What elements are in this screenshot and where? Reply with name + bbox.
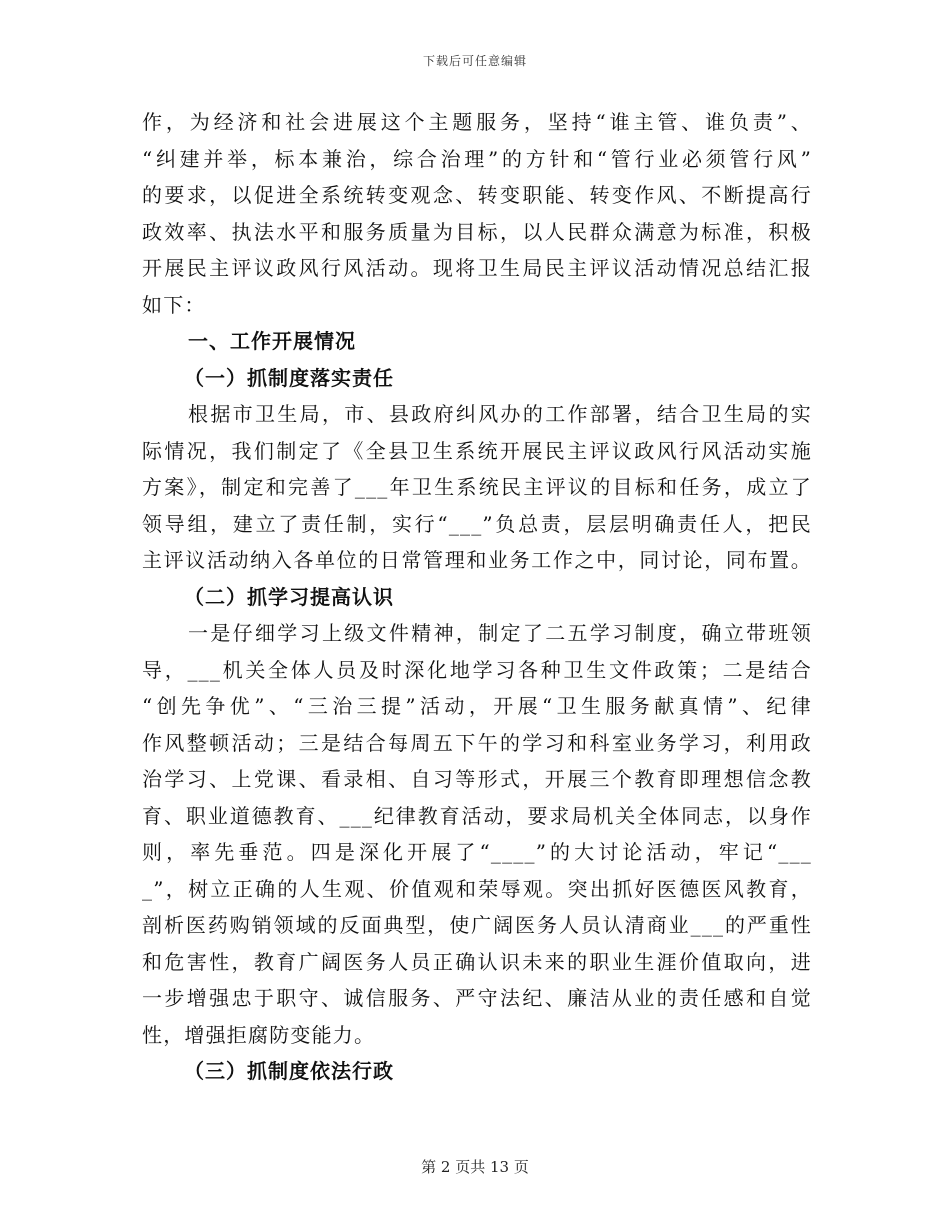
document-body: [142, 104, 812, 1090]
paragraph-line: 育、职业道德教育、___纪律教育活动，要求局机关全体同志，以身作: [142, 803, 812, 828]
paragraph-line: 领导组，建立了责任制，实行“___”负总责，层层明确责任人，把民: [142, 511, 812, 536]
page-number: 第 2 页共 13 页: [421, 1158, 529, 1176]
paragraph-line: 导，___机关全体人员及时深化地学习各种卫生文件政策；二是结合: [142, 657, 812, 682]
subsection-heading: （三）抓制度依法行政: [184, 1059, 394, 1083]
paragraph-line: 性，增强拒腐防变能力。: [142, 1022, 376, 1047]
paragraph-line: 则，率先垂范。四是深化开展了“____”的大讨论活动，牢记“___: [142, 840, 812, 864]
paragraph-line: 方案》，制定和完善了___年卫生系统民主评议的目标和任务，成立了: [142, 475, 812, 499]
paragraph-line: 作，为经济和社会进展这个主题服务，坚持“谁主管、谁负责”、: [142, 110, 812, 134]
paragraph-line: 一步增强忠于职守、诚信服务、严守法纪、廉洁从业的责任感和自觉: [142, 986, 812, 1010]
paragraph-line: 剖析医药购销领域的反面典型，使广阔医务人员认清商业___的严重性: [142, 913, 812, 937]
paragraph-line: _”，树立正确的人生观、价值观和荣辱观。突出抓好医德医风教育，: [142, 876, 812, 901]
paragraph-line: 政效率、执法水平和服务质量为目标，以人民群众满意为标准，积极: [142, 219, 812, 244]
paragraph-line: 治学习、上党课、看录相、自习等形式，开展三个教育即理想信念教: [142, 767, 812, 791]
paragraph-line: 际情况，我们制定了《全县卫生系统开展民主评议政风行风活动实施: [142, 438, 812, 463]
paragraph-line: 开展民主评议政风行风活动。现将卫生局民主评议活动情况总结汇报: [142, 256, 812, 280]
paragraph-line: 如下：: [142, 292, 206, 317]
subsection-heading: （二）抓学习提高认识: [184, 584, 394, 609]
section-heading: 一、工作开展情况: [188, 329, 356, 353]
paragraph-line: 的要求，以促进全系统转变观念、转变职能、转变作风、不断提高行: [142, 183, 812, 207]
paragraph-line: 主评议活动纳入各单位的日常管理和业务工作之中，同讨论，同布置。: [142, 548, 812, 572]
paragraph-line: 一是仔细学习上级文件精神，制定了二五学习制度，确立带班领: [188, 621, 812, 645]
paragraph-line: “纠建并举，标本兼治，综合治理”的方针和“管行业必须管行风”: [142, 146, 812, 171]
header-note: 下载后可任意编辑: [422, 54, 527, 68]
paragraph-line: 作风整顿活动；三是结合每周五下午的学习和科室业务学习，利用政: [142, 730, 812, 755]
subsection-heading: （一）抓制度落实责任: [184, 365, 394, 390]
paragraph-line: 和危害性，教育广阔医务人员正确认识未来的职业生涯价值取向，进: [142, 949, 812, 974]
paragraph-line: “创先争优”、“三治三提”活动，开展“卫生服务献真情”、纪律: [142, 694, 812, 718]
paragraph-line: 根据市卫生局，市、县政府纠风办的工作部署，结合卫生局的实: [188, 402, 812, 426]
